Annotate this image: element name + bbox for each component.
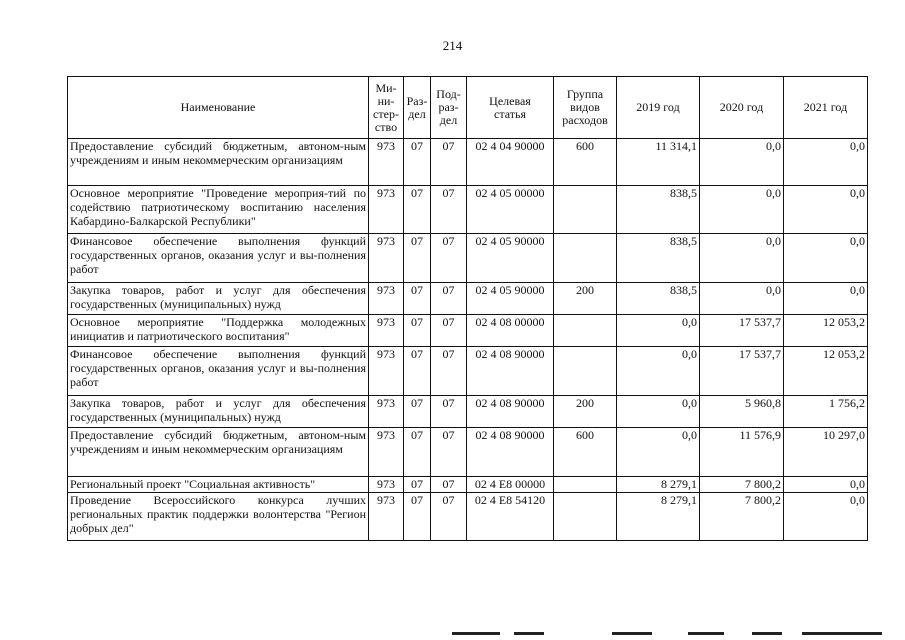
cell-group — [554, 186, 617, 234]
header-line: ни- — [377, 93, 395, 108]
cell-subsection: 07 — [431, 186, 467, 234]
table-row — [68, 477, 868, 493]
header-line: дел — [408, 106, 426, 121]
cell-target: 02 4 08 90000 — [467, 428, 554, 477]
cell-2019: 8 279,1 — [617, 493, 700, 541]
cell-name: Проведение Всероссийского конкурса лучших региональных практик поддержки волонтерства "Регион добрых дел" — [68, 493, 369, 541]
cell-name: Финансовое обеспечение выполнения функций государственных органов, оказания услуг и вы-полнения работ — [68, 234, 369, 283]
cell-group: 600 — [554, 428, 617, 477]
cell-2020: 17 537,7 — [700, 347, 784, 396]
cell-2019: 8 279,1 — [617, 477, 700, 493]
cell-2021: 12 053,2 — [784, 315, 868, 347]
cell-group — [554, 234, 617, 283]
cell-target: 02 4 08 90000 — [467, 396, 554, 428]
cell-2021: 0,0 — [784, 477, 868, 493]
cell-section: 07 — [404, 493, 431, 541]
cell-2021: 0,0 — [784, 186, 868, 234]
cell-name: Основное мероприятие "Проведение мероприя-тий по содействию патриотическому воспитанию населения Кабардино-Балкарской Республики" — [68, 186, 369, 234]
cell-2019: 0,0 — [617, 347, 700, 396]
cell-name: Основное мероприятие "Поддержка молодежных инициатив и патриотического воспитания" — [68, 315, 369, 347]
header-line: ство — [374, 119, 398, 134]
cell-group: 200 — [554, 396, 617, 428]
cell-target: 02 4 E8 00000 — [467, 477, 554, 493]
cell-target: 02 4 05 90000 — [467, 283, 554, 315]
cell-subsection: 07 — [431, 477, 467, 493]
cell-subsection: 07 — [431, 396, 467, 428]
cell-subsection: 07 — [431, 428, 467, 477]
cell-name: Закупка товаров, работ и услуг для обеспечения государственных (муниципальных) нужд — [68, 396, 369, 428]
cell-ministry: 973 — [369, 283, 404, 315]
header-section — [404, 77, 431, 139]
cell-section: 07 — [404, 315, 431, 347]
cell-subsection: 07 — [431, 315, 467, 347]
cell-section: 07 — [404, 139, 431, 186]
header-subsection — [431, 77, 467, 139]
cell-2021: 10 297,0 — [784, 428, 868, 477]
cell-section: 07 — [404, 477, 431, 493]
cell-section: 07 — [404, 186, 431, 234]
cell-2021: 0,0 — [784, 234, 868, 283]
cell-2021: 0,0 — [784, 283, 868, 315]
cell-ministry: 973 — [369, 139, 404, 186]
cell-target: 02 4 05 00000 — [467, 186, 554, 234]
cell-2020: 11 576,9 — [700, 428, 784, 477]
cell-subsection: 07 — [431, 347, 467, 396]
cell-2019: 838,5 — [617, 234, 700, 283]
cell-ministry: 973 — [369, 315, 404, 347]
cell-2019: 838,5 — [617, 283, 700, 315]
header-line: видов — [570, 100, 600, 114]
cell-2020: 0,0 — [700, 234, 784, 283]
cell-name: Закупка товаров, работ и услуг для обеспечения государственных (муниципальных) нужд — [68, 283, 369, 315]
cell-group — [554, 315, 617, 347]
table-row — [68, 396, 868, 428]
header-line: расходов — [562, 113, 608, 127]
table-row — [68, 315, 868, 347]
footer-scan-marks — [452, 632, 892, 637]
cell-subsection: 07 — [431, 139, 467, 186]
header-line: Ми- — [375, 80, 397, 95]
cell-section: 07 — [404, 234, 431, 283]
cell-name: Финансовое обеспечение выполнения функций государственных органов, оказания услуг и вы-полнения работ — [68, 347, 369, 396]
cell-target: 02 4 05 90000 — [467, 234, 554, 283]
cell-ministry: 973 — [369, 477, 404, 493]
page-number: 214 — [442, 38, 463, 53]
header-line: Под- — [436, 87, 461, 101]
cell-target: 02 4 E8 54120 — [467, 493, 554, 541]
header-line: стер- — [373, 106, 399, 121]
cell-target: 02 4 08 90000 — [467, 347, 554, 396]
header-ministry — [369, 77, 404, 139]
table-body — [68, 139, 868, 541]
cell-2021: 0,0 — [784, 139, 868, 186]
cell-2019: 11 314,1 — [617, 139, 700, 186]
cell-section: 07 — [404, 347, 431, 396]
header-2019: 2019 год — [617, 77, 700, 139]
cell-target: 02 4 04 90000 — [467, 139, 554, 186]
header-line: статья — [494, 106, 526, 121]
table-row — [68, 347, 868, 396]
budget-table — [67, 76, 868, 541]
cell-group: 600 — [554, 139, 617, 186]
cell-group — [554, 347, 617, 396]
cell-ministry: 973 — [369, 186, 404, 234]
header-line: Группа — [566, 87, 604, 101]
table-row — [68, 186, 868, 234]
cell-subsection: 07 — [431, 234, 467, 283]
cell-ministry: 973 — [369, 347, 404, 396]
cell-name: Предоставление субсидий бюджетным, автоном-ным учреждениям и иным некоммерческим организациям — [68, 139, 369, 186]
cell-ministry: 973 — [369, 428, 404, 477]
cell-2019: 0,0 — [617, 396, 700, 428]
cell-section: 07 — [404, 396, 431, 428]
header-2020: 2020 год — [700, 77, 784, 139]
header-target — [467, 77, 554, 139]
cell-ministry: 973 — [369, 493, 404, 541]
cell-2020: 7 800,2 — [700, 477, 784, 493]
cell-2019: 0,0 — [617, 315, 700, 347]
cell-2020: 0,0 — [700, 283, 784, 315]
header-line: Раз- — [406, 93, 428, 108]
cell-subsection: 07 — [431, 283, 467, 315]
table-row — [68, 283, 868, 315]
header-line: раз- — [438, 100, 459, 114]
cell-subsection: 07 — [431, 493, 467, 541]
header-2021: 2021 год — [784, 77, 868, 139]
cell-2021: 1 756,2 — [784, 396, 868, 428]
cell-group — [554, 477, 617, 493]
cell-2020: 0,0 — [700, 139, 784, 186]
header-group — [554, 77, 617, 139]
cell-group — [554, 493, 617, 541]
header-line: Целевая — [489, 93, 531, 108]
cell-section: 07 — [404, 283, 431, 315]
cell-2020: 0,0 — [700, 186, 784, 234]
cell-2020: 17 537,7 — [700, 315, 784, 347]
cell-target: 02 4 08 00000 — [467, 315, 554, 347]
cell-2020: 5 960,8 — [700, 396, 784, 428]
cell-2020: 7 800,2 — [700, 493, 784, 541]
header-row — [68, 77, 868, 139]
cell-name: Региональный проект "Социальная активность" — [68, 477, 369, 493]
table-row — [68, 234, 868, 283]
cell-ministry: 973 — [369, 396, 404, 428]
cell-2019: 0,0 — [617, 428, 700, 477]
header-line: дел — [439, 113, 458, 127]
cell-ministry: 973 — [369, 234, 404, 283]
cell-2021: 12 053,2 — [784, 347, 868, 396]
cell-2021: 0,0 — [784, 493, 868, 541]
header-name: Наименование — [68, 77, 369, 139]
cell-name: Предоставление субсидий бюджетным, автоном-ным учреждениям и иным некоммерческим организациям — [68, 428, 369, 477]
cell-group: 200 — [554, 283, 617, 315]
table-row — [68, 139, 868, 186]
cell-section: 07 — [404, 428, 431, 477]
table-row — [68, 493, 868, 541]
table-row — [68, 428, 868, 477]
cell-2019: 838,5 — [617, 186, 700, 234]
